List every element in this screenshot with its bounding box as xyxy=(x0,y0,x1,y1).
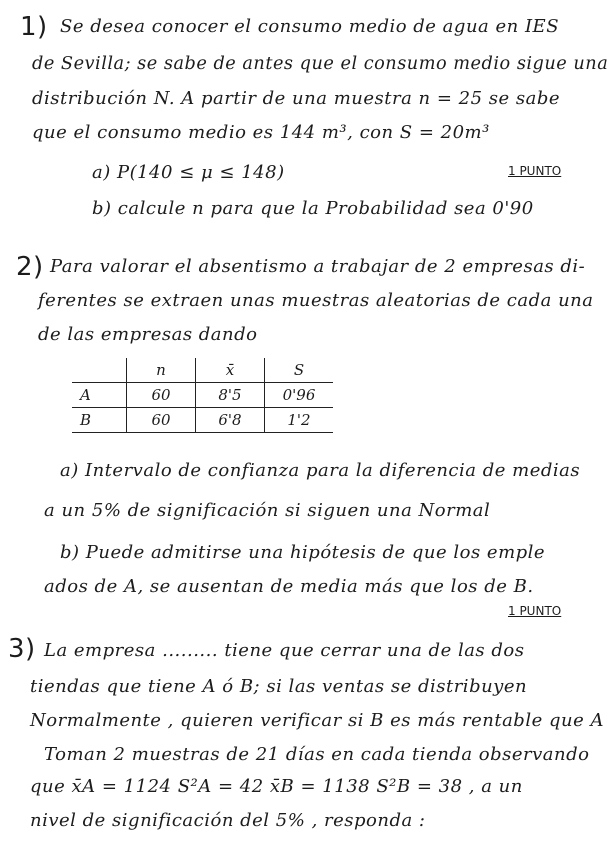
problem-1-part-b: b) calcule n para que la Probabilidad sea 0'90 xyxy=(92,198,534,219)
problem-3-line-3: Normalmente , quieren verificar si B es más rentable que A xyxy=(30,710,604,731)
problem-1-part-a: a) P(140 ≤ μ ≤ 148) xyxy=(92,162,285,183)
problem-1-number: 1) xyxy=(20,12,48,42)
table-cell: 0'96 xyxy=(265,383,334,408)
problem-1-points: 1 PUNTO xyxy=(508,164,562,178)
problem-2-line-2: ferentes se extraen unas muestras aleatorias de cada una xyxy=(38,290,594,311)
problem-2-part-b-line-2: ados de A, se ausentan de media más que los de B. xyxy=(44,576,534,597)
problem-3-line-1: La empresa ......... tiene que cerrar una de las dos xyxy=(44,640,525,661)
problem-3-line-4: Toman 2 muestras de 21 días en cada tienda observando xyxy=(44,744,590,765)
table-header-cell: S xyxy=(265,358,334,383)
problem-3-number: 3) xyxy=(8,634,36,664)
problem-1-line-2: de Sevilla; se sabe de antes que el consumo medio sigue una xyxy=(32,54,609,74)
absenteeism-table xyxy=(72,358,333,433)
table-header-row xyxy=(72,358,333,383)
problem-1-line-1: Se desea conocer el consumo medio de agua en IES xyxy=(60,16,560,37)
problem-2-line-1: Para valorar el absentismo a trabajar de 2 empresas di- xyxy=(50,256,586,277)
problem-1-line-3: distribución N. A partir de una muestra n = 25 se sabe xyxy=(32,88,561,109)
problem-3-line-6: nivel de significación del 5% , responda : xyxy=(30,810,426,831)
problem-2-line-3: de las empresas dando xyxy=(38,324,258,345)
table-cell: B xyxy=(72,408,127,433)
table-cell: 60 xyxy=(127,383,196,408)
table-row xyxy=(72,383,333,408)
table-header-cell xyxy=(72,358,127,383)
problem-3-line-5: que x̄A = 1124 S²A = 42 x̄B = 1138 S²B = 38 , a un xyxy=(30,776,523,797)
table-header-cell: n xyxy=(127,358,196,383)
table-cell: 1'2 xyxy=(265,408,334,433)
problem-2-part-b-line-1: b) Puede admitirse una hipótesis de que los emple xyxy=(60,542,546,563)
problem-2-points: 1 PUNTO xyxy=(508,604,562,618)
table-cell: 6'8 xyxy=(196,408,265,433)
table-cell: 8'5 xyxy=(196,383,265,408)
problem-1-line-4: que el consumo medio es 144 m³, con S = 20m³ xyxy=(32,122,490,143)
problem-2-part-a-line-1: a) Intervalo de confianza para la diferencia de medias xyxy=(60,460,581,481)
table-cell: A xyxy=(72,383,127,408)
table-row xyxy=(72,408,333,433)
table-header-cell: x̄ xyxy=(196,358,265,383)
problem-2-number: 2) xyxy=(16,252,44,282)
problem-2-part-a-line-2: a un 5% de significación si siguen una Normal xyxy=(44,500,491,521)
problem-3-line-2: tiendas que tiene A ó B; si las ventas se distribuyen xyxy=(30,676,528,697)
table-cell: 60 xyxy=(127,408,196,433)
